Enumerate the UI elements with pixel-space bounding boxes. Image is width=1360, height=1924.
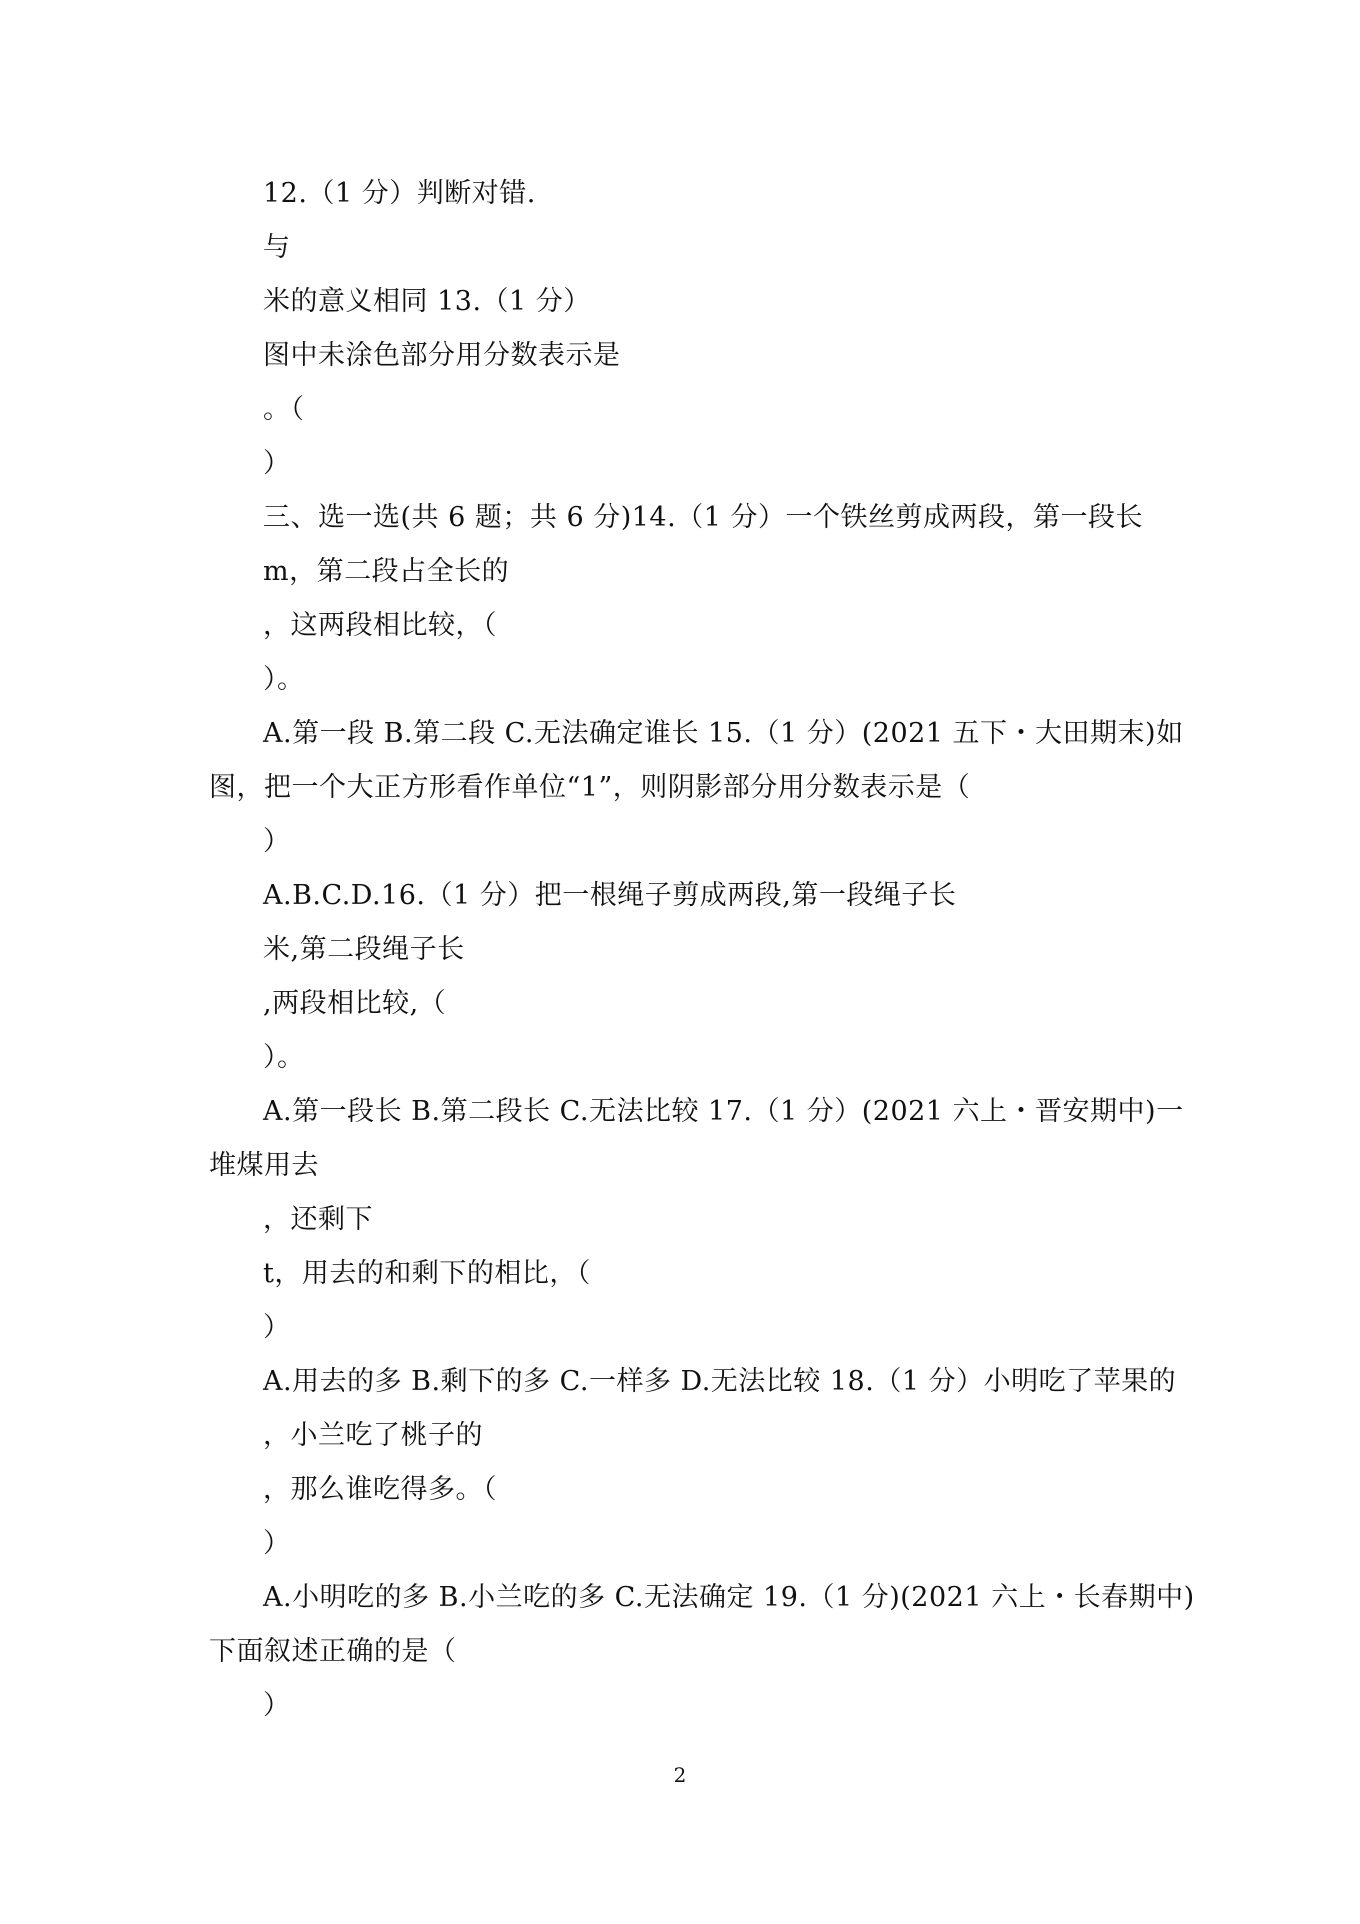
text-line: ，还剩下 xyxy=(263,1204,373,1235)
page-number: 2 xyxy=(673,1763,687,1787)
text-line: 与 xyxy=(263,232,291,263)
text-line: ） xyxy=(263,1690,291,1721)
text-line: ） xyxy=(263,448,291,479)
options-line: A.用去的多 B.剩下的多 C.一样多 D.无法比较 18.（1 分）小明吃了苹果的 xyxy=(263,1366,1177,1397)
text-line: ）。 xyxy=(263,664,305,695)
text-line: ） xyxy=(263,826,291,857)
options-line: A.小明吃的多 B.小兰吃的多 C.无法确定 19.（1 分)(2021 六上・长春期中) xyxy=(263,1582,1195,1613)
text-line: ） xyxy=(263,1312,291,1343)
section-heading-line: 三、选一选(共 6 题；共 6 分)14.（1 分）一个铁丝剪成两段，第一段长 xyxy=(263,502,1143,533)
options-line: A.第一段长 B.第二段长 C.无法比较 17.（1 分）(2021 六上・晋安期中)一 xyxy=(263,1096,1184,1127)
text-line: ,两段相比较,（ xyxy=(263,988,447,1019)
text-line: 堆煤用去 xyxy=(209,1150,319,1181)
text-line: ，这两段相比较，（ xyxy=(263,610,497,641)
text-line: 图，把一个大正方形看作单位“1”，则阴影部分用分数表示是（ xyxy=(209,772,971,803)
text-line: 下面叙述正确的是（ xyxy=(209,1636,457,1667)
text-line: ，那么谁吃得多。（ xyxy=(263,1474,497,1505)
question-13-line: 米的意义相同 13.（1 分） xyxy=(263,286,591,317)
text-line: 图中未涂色部分用分数表示是 xyxy=(263,340,621,371)
options-line: A.B.C.D.16.（1 分）把一根绳子剪成两段,第一段绳子长 xyxy=(263,880,957,911)
text-line: 。（ xyxy=(263,394,305,425)
text-line: m，第二段占全长的 xyxy=(263,556,510,587)
question-12-line: 12.（1 分）判断对错. xyxy=(263,178,536,209)
text-line: 米,第二段绳子长 xyxy=(263,934,465,965)
text-line: t，用去的和剩下的相比，（ xyxy=(263,1258,591,1289)
text-line: ） xyxy=(263,1528,291,1559)
options-line: A.第一段 B.第二段 C.无法确定谁长 15.（1 分）(2021 五下・大田期末)如 xyxy=(263,718,1184,749)
text-line: ，小兰吃了桃子的 xyxy=(263,1420,483,1451)
text-line: ）。 xyxy=(263,1042,305,1073)
